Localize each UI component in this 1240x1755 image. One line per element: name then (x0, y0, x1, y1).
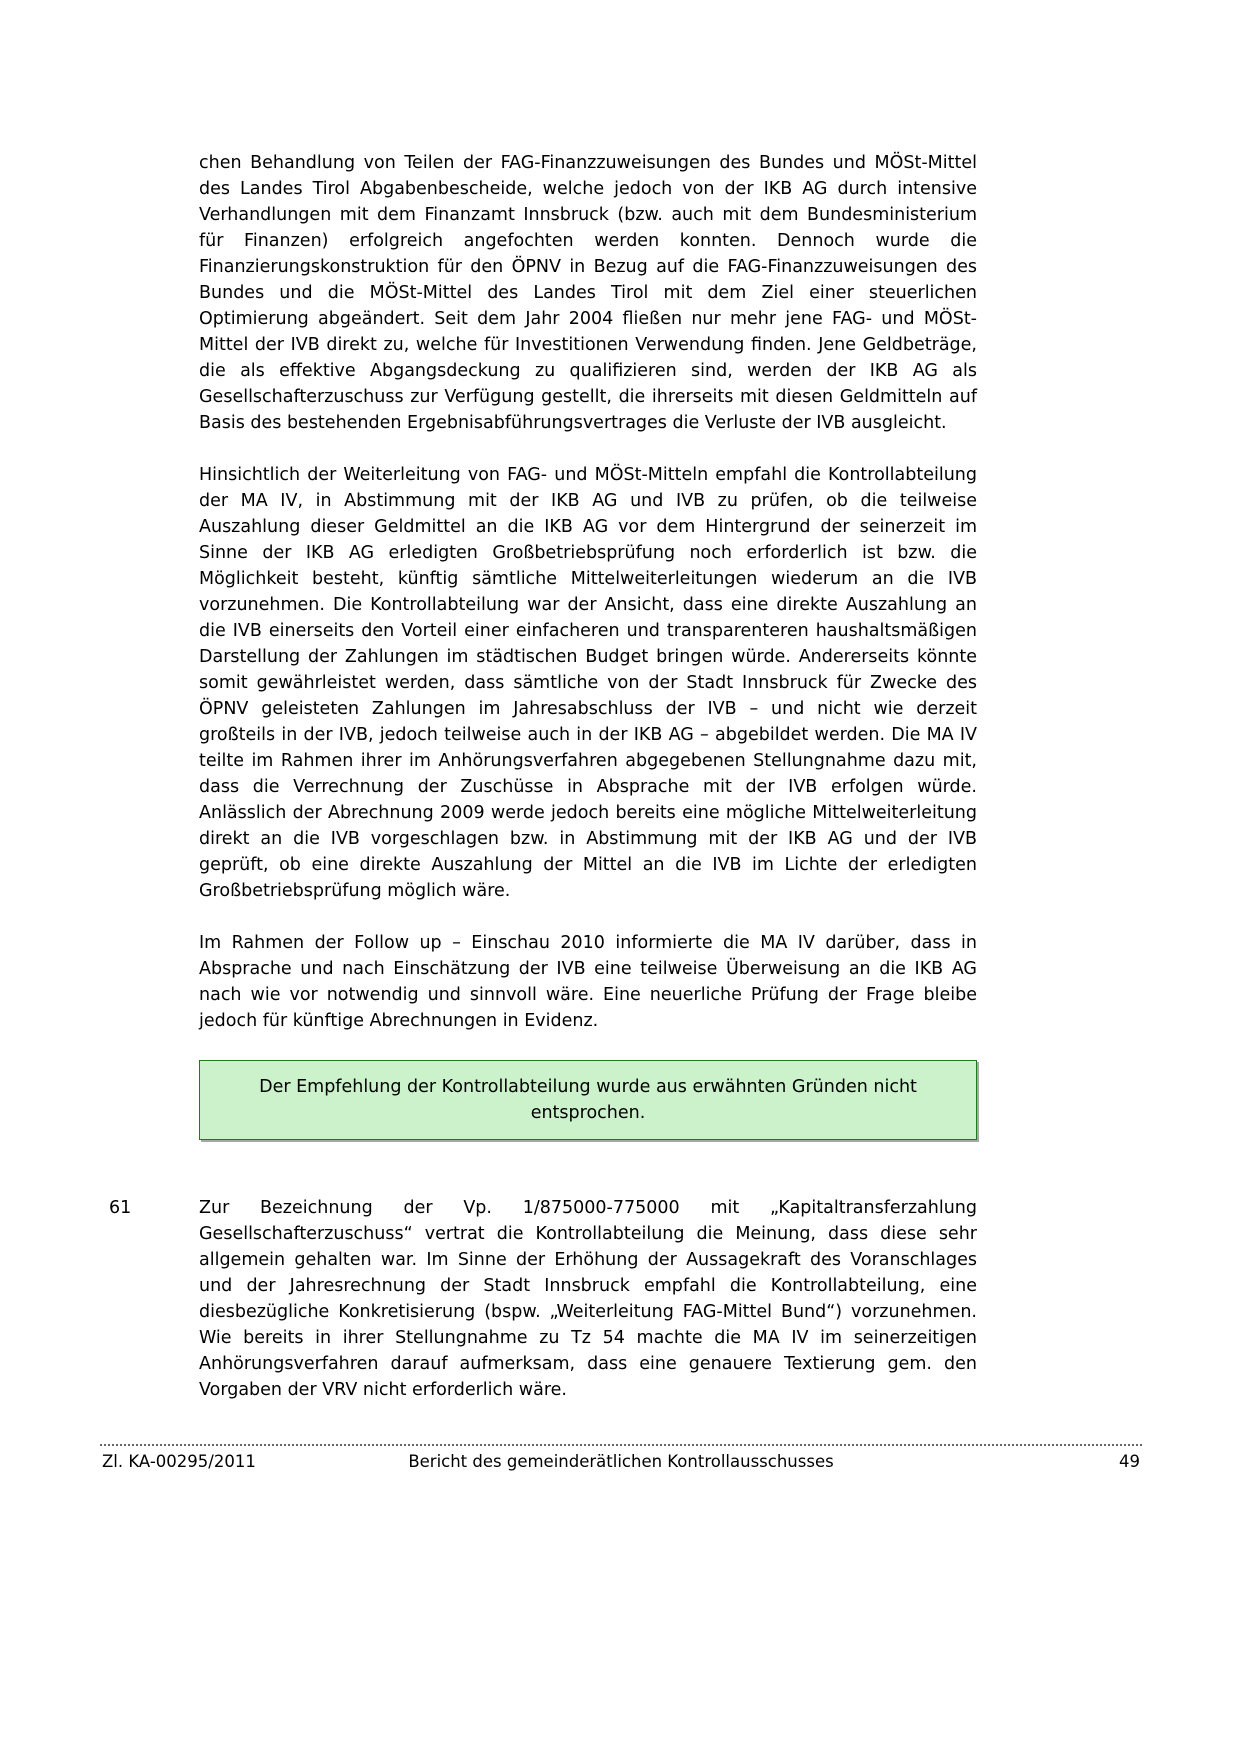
footer-page-number: 49 (1119, 1452, 1140, 1471)
item-61 (109, 1195, 977, 1403)
paragraph-2: Hinsichtlich der Weiterleitung von FAG- und MÖSt-Mitteln empfahl die Kontrollabteilung der MA IV, in Abstimmung mit der IKB AG und IVB zu prüfen, ob die teilweise Auszahlung dieser Geldmittel an die IKB AG vor dem Hintergrund der seinerzeit im Sinne der IKB AG erledigten Großbetriebsprüfung noch erforderlich ist bzw. die Möglichkeit besteht, künftig sämtliche Mittelweiterleitungen wiederum an die IVB vorzunehmen. Die Kontrollabteilung war der Ansicht, dass eine direkte Auszahlung an die IVB einerseits den Vorteil einer einfacheren und transparenteren haushaltsmäßigen Darstellung der Zahlungen im städtischen Budget bringen würde. Andererseits könnte somit gewährleistet werden, dass sämtliche von der Stadt Innsbruck für Zwecke des ÖPNV geleisteten Zahlungen im Jahresabschluss der IVB – und nicht wie derzeit großteils in der IVB, jedoch teilweise auch in der IKB AG – abgebildet werden. Die MA IV teilte im Rahmen ihrer im Anhörungsverfahren abgegebenen Stellungnahme dazu mit, dass die Verrechnung der Zuschüsse in Absprache mit der IVB erfolgen würde. Anlässlich der Abrechnung 2009 werde jedoch bereits eine mögliche Mittelweiterleitung direkt an die IVB vorgeschlagen bzw. in Abstimmung mit der IKB AG und der IVB geprüft, ob eine direkte Auszahlung der Mittel an die IVB im Lichte der erledigten Großbetriebsprüfung möglich wäre. (199, 465, 977, 901)
footer-title: Bericht des gemeinderätlichen Kontrollausschusses (408, 1452, 834, 1471)
item-61-text: Zur Bezeichnung der Vp. 1/875000-775000 mit „Kapitaltransferzahlung Gesellschafterzuschuss“ vertrat die Kontrollabteilung die Meinung, dass diese sehr allgemein gehalten war. Im Sinne der Erhöhung der Aussagekraft des Voranschlages und der Jahresrechnung der Stadt Innsbruck empfahl die Kontrollabteilung, eine diesbezügliche Konkretisierung (bspw. „Weiterleitung FAG-Mittel Bund“) vorzunehmen. Wie bereits in ihrer Stellungnahme zu Tz 54 machte die MA IV im seinerzeitigen Anhörungsverfahren darauf aufmerksam, dass eine genauere Textierung gem. den Vorgaben der VRV nicht erforderlich wäre. (199, 1198, 977, 1400)
paragraph-3: Im Rahmen der Follow up – Einschau 2010 informierte die MA IV darüber, dass in Absprache und nach Einschätzung der IVB eine teilweise Überweisung an die IKB AG nach wie vor notwendig und sinnvoll wäre. Eine neuerliche Prüfung der Frage bleibe jedoch für künftige Abrechnungen in Evidenz. (199, 933, 977, 1031)
paragraph-1: chen Behandlung von Teilen der FAG-Finanzzuweisungen des Bundes und MÖSt-Mittel des Landes Tirol Abgabenbescheide, welche jedoch von der IKB AG durch intensive Verhandlungen mit dem Finanzamt Innsbruck (bzw. auch mit dem Bundesministerium für Finanzen) erfolgreich angefochten werden konnten. Dennoch wurde die Finanzierungskonstruktion für den ÖPNV in Bezug auf die FAG-Finanzzuweisungen des Bundes und die MÖSt-Mittel des Landes Tirol mit dem Ziel einer steuerlichen Optimierung abgeändert. Seit dem Jahr 2004 fließen nur mehr jene FAG- und MÖSt-Mittel der IVB direkt zu, welche für Investitionen Verwendung finden. Jene Geldbeträge, die als effektive Abgangsdeckung zu qualifizieren sind, werden der IKB AG als Gesellschafterzuschuss zur Verfügung gestellt, die ihrerseits mit diesen Geldmitteln auf Basis des bestehenden Ergebnisabführungsvertrages die Verluste der IVB ausgleicht. (199, 153, 977, 433)
footer-reference: Zl. KA-00295/2011 (102, 1452, 256, 1471)
item-61-number: 61 (109, 1198, 132, 1218)
footer (100, 1444, 1142, 1479)
body-text (109, 150, 977, 1403)
recommendation-box (199, 1060, 977, 1140)
recommendation-text: Der Empfehlung der Kontrollabteilung wurde aus erwähnten Gründen nicht entsprochen. (259, 1077, 917, 1123)
